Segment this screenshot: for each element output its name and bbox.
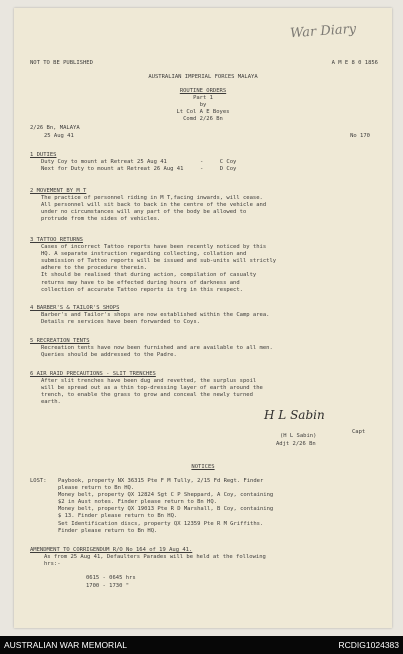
order-item-title: 5 RECREATION TENTS [30,338,90,344]
order-item-title: 1 DUTIES [30,152,57,158]
amendment-body: As from 25 Aug 41, Defaulters Parades will be held at the following hrs:- [44,554,266,568]
commanding-officer: Lt Col A E Boyes [176,109,230,115]
parade-time-1: 0615 - 0645 hrs [86,575,136,581]
signatory-rank: Capt [352,429,366,435]
archive-name: AUSTRALIAN WAR MEMORIAL [4,640,127,650]
lost-notices [30,478,380,535]
order-item-body: Barber's and Tailor's shops are now established within the Camp area. Details re services have been forwarded to Coys. [41,312,270,326]
signatory-appointment: Adjt 2/26 Bn [276,441,316,447]
publication-restriction: NOT TO BE PUBLISHED [30,60,93,66]
order-number: No 170 [350,133,370,139]
lost-body: Paybook, property NX 36315 Pte F M Tully, 2/15 Fd Regt. Finder please return to Bn HQ. Money belt, property QX 12824 Sgt C P Sheppard, A Coy, containing $2 in Aust notes. Finder please return to Bn HQ. Money belt, property QX 19013 Pte R D Marshall, B Coy, containing $ 13. Finder please return to Bn HQ. Set Identification discs, property QX 12359 Pte R M Griffiths. Finder please return to Bn HQ. [58,478,274,534]
force-title: AUSTRALIAN IMPERIAL FORCES MALAYA [148,74,258,80]
order-item [30,152,380,173]
archive-reference: RCDIG1024383 [338,640,399,650]
order-item-body: Duty Coy to mount at Retreat 25 Aug 41 - C Coy Next for Duty to mount at Retreat 26 Aug 41 - D Coy [41,159,237,173]
order-item [30,188,380,223]
order-item-body: Cases of incorrect Tattoo reports have been recently noticed by this HQ. A separate instruction regarding collecting, collation and submission of Tattoo reports will be issued and sub-units will strictly adhere to the procedure therein. It should be realised that during action, compilation of casualty returns may have to be effected during hours of darkness and collection of accurate Tattoo reports is trg in this respect. [41,244,277,293]
order-item-body: After slit trenches have been dug and revetted, the surplus spoil will be spread out as a thin top-dressing layer of earth around the trench, to enable the grass to grow and conceal the newly turned earth. [41,378,263,406]
unit-location: 2/26 Bn, MALAYA [30,125,80,131]
archive-footer [0,636,403,654]
document-page [14,8,392,628]
order-item [30,371,380,406]
order-item-title: 6 AIR RAID PRECAUTIONS - SLIT TRENCHES [30,371,156,377]
orders-date: 25 Aug 41 [44,133,74,139]
order-item [30,237,380,294]
order-item-title: 2 MOVEMENT BY M T [30,188,87,194]
lost-label: LOST: [30,478,47,484]
order-item-title: 3 TATTOO RETURNS [30,237,83,243]
order-item [30,305,380,326]
order-item-body: Recreation tents have now been furnished and are available to all men. Queries should be addressed to the Padre. [41,345,273,359]
order-item [30,338,380,359]
reference-number: A M E 8 0 1856 [331,60,378,66]
orders-by: by [199,102,207,108]
orders-title: ROUTINE ORDERS [179,88,227,94]
parade-time-2: 1700 - 1730 " [86,583,130,589]
amendment-heading: AMENDMENT TO CORRIGENDUM R/O No 164 of 19 Aug 41. [30,547,193,553]
command-line: Comd 2/26 Bn [183,116,223,122]
order-item-title: 4 BARBER'S & TAILOR'S SHOPS [30,305,120,311]
signature: H L Sabin [264,408,325,422]
order-item-body: The practice of personnel riding in M T,facing inwards, will cease. All personnel will sit back to back in the centre of the vehicle and under no circumstances will any part of the body be allowed to protrude from the sides of vehicles. [41,195,267,223]
notices-heading: NOTICES [191,464,215,470]
orders-part: Part 1 [193,95,213,101]
handwritten-note: War Diary [289,21,357,42]
signatory-name: (H L Sabin) [280,433,317,439]
